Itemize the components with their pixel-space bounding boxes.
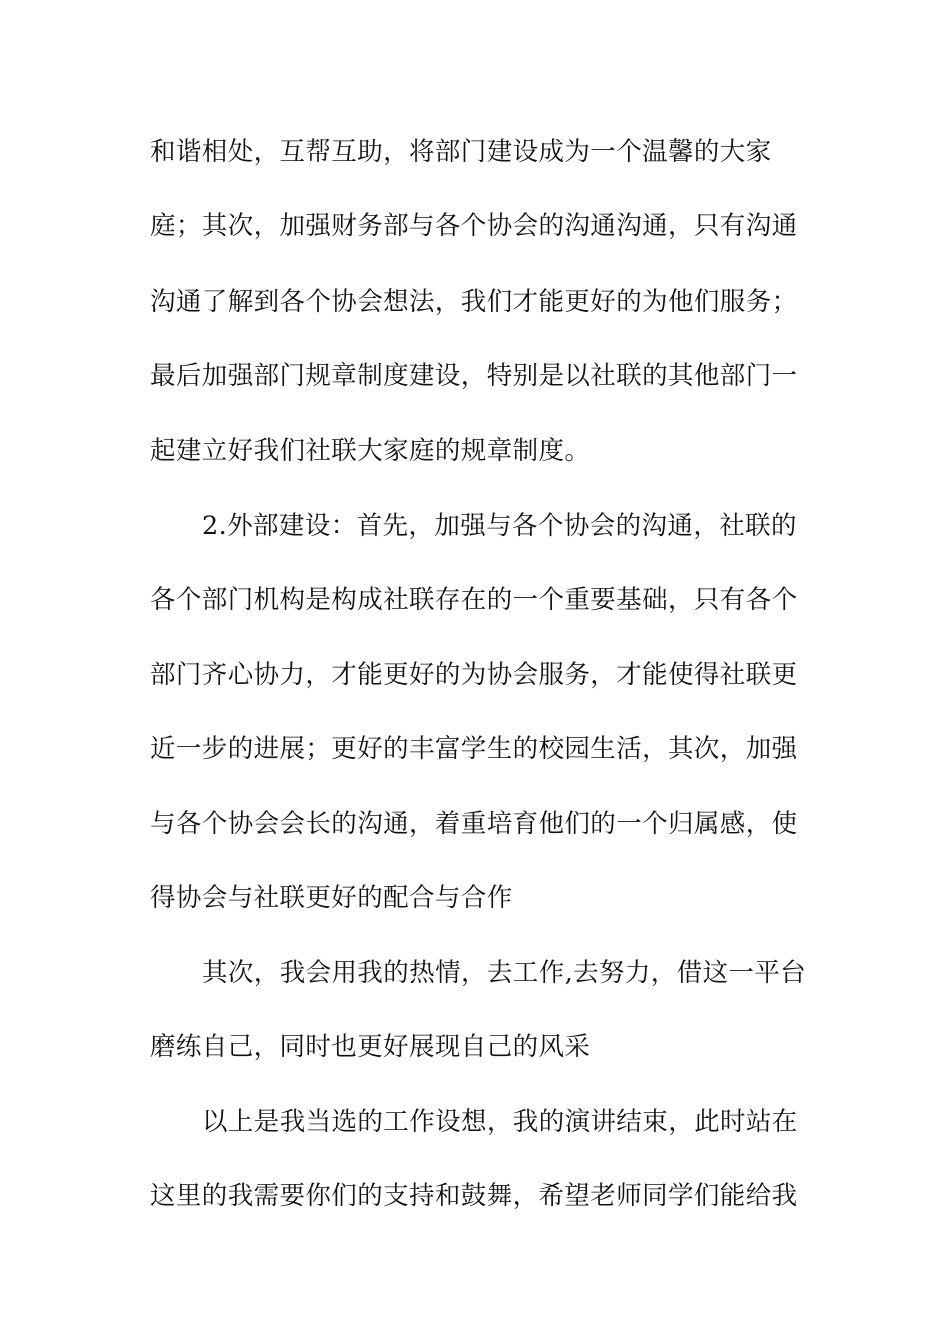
text-line: 和谐相处，互帮互助，将部门建设成为一个温馨的大家 (150, 137, 772, 167)
text-line: 部门齐心协力，才能更好的为协会服务，才能使得社联更 (150, 660, 798, 690)
text-line: 庭；其次，加强财务部与各个协会的沟通沟通，只有沟通 (150, 211, 798, 241)
text-line: 近一步的进展；更好的丰富学生的校园生活，其次，加强 (150, 734, 798, 764)
text-line: 这里的我需要你们的支持和鼓舞，希望老师同学们能给我 (150, 1181, 798, 1211)
text-line: 磨练自己，同时也更好展现自己的风采 (150, 1032, 591, 1062)
paragraph-start-line: 2.外部建设：首先，加强与各个协会的沟通，社联的 (202, 511, 797, 541)
text-line: 最后加强部门规章制度建设，特别是以社联的其他部门一 (150, 361, 798, 391)
paragraph-start-line: 以上是我当选的工作设想，我的演讲结束，此时站在 (202, 1107, 798, 1137)
text-line: 沟通了解到各个协会想法，我们才能更好的为他们服务； (150, 287, 798, 317)
text-line: 得协会与社联更好的配合与合作 (150, 883, 513, 913)
text-line: 起建立好我们社联大家庭的规章制度。 (150, 436, 591, 466)
text-line: 与各个协会会长的沟通，着重培育他们的一个归属感，使 (150, 809, 798, 839)
paragraph-start-line: 其次，我会用我的热情，去工作,去努力，借这一平台 (202, 958, 807, 988)
text-line: 各个部门机构是构成社联存在的一个重要基础，只有各个 (150, 585, 798, 615)
